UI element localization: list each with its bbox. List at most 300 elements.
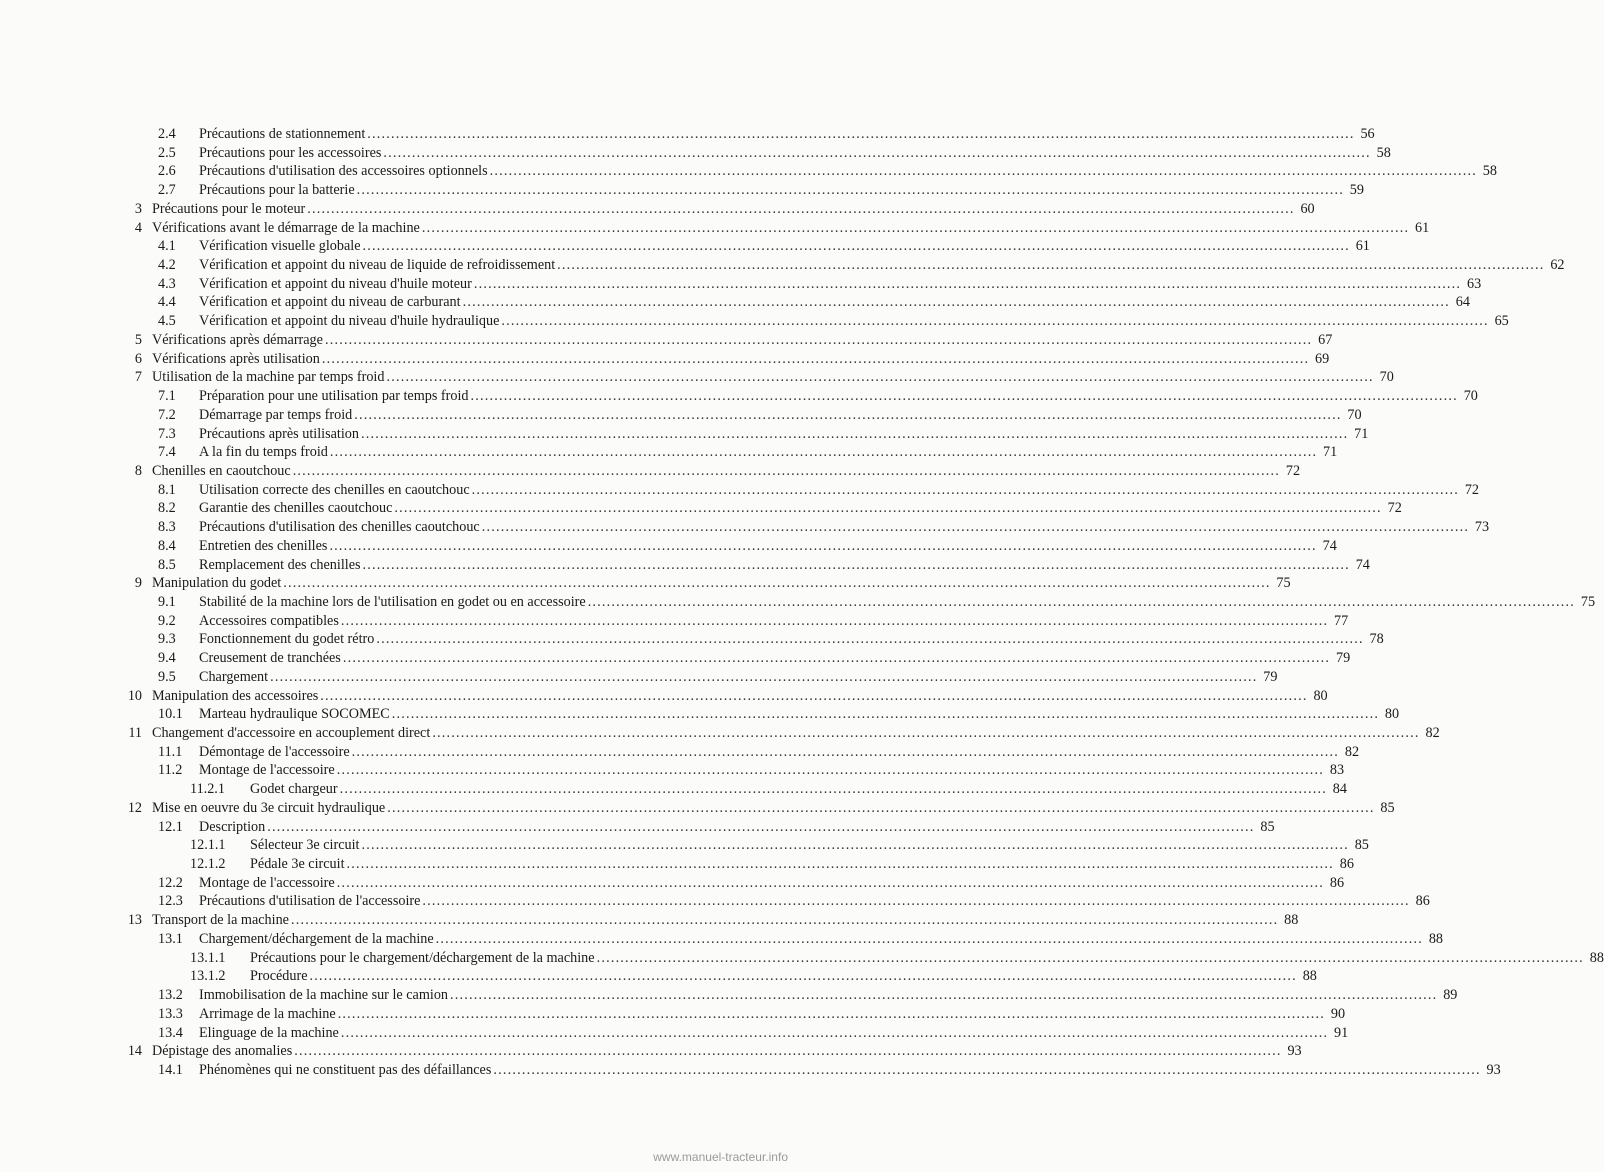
dot-leader [357, 181, 1344, 200]
dot-leader [383, 144, 1370, 163]
toc-entry-title: Immobilisation de la machine sur le camion [199, 987, 449, 1004]
toc-entry-title: Vérification et appoint du niveau de liquide de refroidissement [199, 257, 556, 274]
dot-leader [363, 237, 1350, 256]
toc-entry-line [199, 275, 1482, 294]
toc-entry[interactable] [122, 911, 1299, 930]
toc-entry[interactable] [122, 668, 1278, 687]
dot-leader [386, 368, 1373, 387]
toc-entry-line [199, 1061, 1501, 1080]
toc-entry-line [199, 181, 1364, 200]
toc-entry-line [250, 967, 1317, 986]
toc-entry-number: 2.4 [158, 126, 176, 142]
toc-entry-number: 9.4 [158, 650, 176, 667]
toc-entry-page: 86 [1329, 874, 1345, 891]
dot-leader [387, 799, 1374, 818]
dot-leader [557, 256, 1544, 275]
toc-entry-title: Vérification et appoint du niveau d'huile moteur [199, 275, 472, 292]
toc-entry[interactable] [122, 368, 1394, 387]
toc-entry-number: 9.5 [158, 668, 176, 685]
toc-entry-line [199, 125, 1375, 144]
toc-entry[interactable] [122, 518, 1490, 537]
toc-entry-page: 70 [1347, 406, 1362, 423]
toc-entry[interactable] [122, 556, 1370, 575]
toc-entry[interactable] [122, 537, 1337, 556]
dot-leader [330, 443, 1317, 462]
toc-entry-number: 7 [134, 369, 142, 386]
dot-leader [270, 668, 1257, 687]
toc-entry-page: 80 [1384, 706, 1400, 723]
toc-entry-line [199, 556, 1370, 575]
toc-entry[interactable] [122, 855, 1354, 874]
toc-entry-page: 62 [1550, 257, 1565, 274]
toc-entry-line [199, 986, 1458, 1005]
toc-entry-line [199, 293, 1470, 312]
toc-entry-title: Démarrage par temps froid [199, 406, 353, 423]
toc-entry-number: 12.1 [158, 818, 183, 835]
toc-entry-number: 8 [134, 462, 142, 479]
dot-leader [307, 200, 1294, 219]
toc-entry[interactable] [122, 612, 1349, 631]
dot-leader [363, 556, 1350, 575]
toc-entry-title: Préparation pour une utilisation par temps froid [199, 388, 469, 405]
toc-entry-title: Précautions pour les accessoires [199, 144, 382, 161]
toc-entry-line [199, 256, 1565, 275]
dot-leader [361, 425, 1348, 444]
toc-entry-number: 13.1 [158, 930, 183, 947]
toc-entry[interactable] [122, 780, 1347, 799]
toc-entry[interactable] [122, 836, 1369, 855]
toc-entry-page: 75 [1580, 593, 1596, 610]
toc-entry-line [152, 799, 1395, 818]
toc-entry-title: Vérifications avant le démarrage de la machine [152, 219, 420, 236]
toc-entry-line [199, 443, 1338, 462]
toc-entry[interactable] [122, 930, 1444, 949]
toc-entry-page: 88 [1428, 930, 1444, 947]
toc-entry-line [199, 499, 1402, 518]
toc-entry-title: A la fin du temps froid [199, 444, 328, 461]
toc-entry-title: Vérifications après utilisation [152, 350, 320, 367]
toc-entry-title: Chargement [199, 668, 269, 685]
toc-entry-title: Chenilles en caoutchouc [152, 462, 291, 479]
dot-leader [490, 162, 1477, 181]
toc-entry[interactable] [122, 967, 1317, 986]
toc-entry-line [152, 1042, 1302, 1061]
dot-leader [337, 761, 1324, 780]
toc-entry-number: 11.1 [158, 743, 183, 760]
toc-entry[interactable] [122, 574, 1291, 593]
toc-entry-page: 63 [1467, 275, 1482, 292]
toc-entry[interactable] [122, 949, 1604, 968]
toc-entry-line [199, 818, 1275, 837]
dot-leader [463, 293, 1450, 312]
toc-entry-number: 4.5 [158, 313, 176, 330]
toc-entry[interactable] [122, 331, 1333, 350]
toc-entry-title: Entretien des chenilles [199, 537, 328, 554]
toc-entry-number: 2.6 [158, 163, 176, 180]
toc-entry-title: Manipulation des accessoires [152, 687, 319, 704]
toc-entry-number: 4.2 [158, 257, 176, 274]
toc-entry-page: 77 [1334, 612, 1349, 629]
toc-entry-page: 70 [1379, 369, 1394, 386]
toc-entry-page: 93 [1287, 1043, 1302, 1060]
toc-entry-number: 8.4 [158, 537, 176, 554]
toc-entry-number: 4.4 [158, 294, 176, 311]
dot-leader [367, 125, 1354, 144]
toc-entry-line [152, 724, 1440, 743]
toc-entry-number: 8.3 [158, 519, 176, 536]
toc-entry-page: 56 [1360, 126, 1375, 142]
toc-entry-title: Pédale 3e circuit [250, 856, 345, 873]
toc-entry-number: 11.2.1 [190, 781, 225, 798]
dot-leader [337, 874, 1324, 893]
toc-entry-line [250, 855, 1354, 874]
toc-entry-title: Vérifications après démarrage [152, 331, 323, 348]
toc-entry-line [199, 1005, 1346, 1024]
dot-leader [376, 630, 1363, 649]
toc-entry-number: 4.3 [158, 275, 176, 292]
toc-entry[interactable] [122, 144, 1391, 163]
toc-entry[interactable] [122, 799, 1395, 818]
toc-entry-page: 80 [1313, 687, 1328, 704]
toc-entry-page: 85 [1260, 818, 1275, 835]
toc-entry-title: Précautions de stationnement [199, 126, 366, 142]
dot-leader [597, 949, 1584, 968]
toc-entry-number: 14 [127, 1043, 142, 1060]
toc-entry-title: Accessoires compatibles [199, 612, 339, 629]
toc-entry-line [199, 593, 1596, 612]
toc-entry-line [199, 630, 1384, 649]
toc-entry-number: 13.3 [158, 1005, 183, 1022]
toc-entry-number: 7.2 [158, 406, 176, 423]
toc-entry-title: Précautions pour le moteur [152, 200, 306, 217]
toc-entry-number: 9 [134, 575, 142, 592]
toc-entry[interactable] [122, 687, 1328, 706]
toc-entry[interactable] [122, 219, 1430, 238]
toc-entry-title: Arrimage de la machine [199, 1005, 336, 1022]
dot-leader [588, 593, 1575, 612]
toc-entry-number: 13.4 [158, 1024, 183, 1041]
dot-leader [362, 836, 1349, 855]
toc-entry-title: Fonctionnement du godet rétro [199, 631, 375, 648]
dot-leader [322, 350, 1309, 369]
toc-entry-page: 78 [1369, 631, 1384, 648]
toc-entry-line [199, 144, 1391, 163]
toc-entry-title: Description [199, 818, 266, 835]
toc-entry[interactable] [122, 986, 1458, 1005]
toc-entry-number: 7.3 [158, 425, 176, 442]
toc-entry-title: Marteau hydraulique SOCOMEC [199, 706, 390, 723]
toc-entry-title: Précautions pour le chargement/déchargement de la machine [250, 949, 595, 966]
toc-entry-line [152, 368, 1394, 387]
toc-entry-title: Procédure [250, 968, 308, 985]
toc-entry-page: 61 [1355, 238, 1370, 255]
dot-leader [352, 743, 1339, 762]
toc-entry-number: 12 [127, 799, 142, 816]
toc-entry-title: Précautions pour la batterie [199, 182, 355, 199]
toc-entry-title: Vérification et appoint du niveau d'huile hydraulique [199, 313, 500, 330]
toc-entry-page: 72 [1285, 462, 1301, 479]
toc-entry-number: 9.2 [158, 612, 176, 629]
toc-entry-page: 73 [1474, 519, 1490, 536]
toc-entry-line [152, 331, 1333, 350]
toc-entry[interactable] [122, 293, 1470, 312]
toc-entry[interactable] [122, 443, 1338, 462]
toc-entry-title: Précautions d'utilisation des accessoires optionnels [199, 163, 488, 180]
toc-entry[interactable] [122, 312, 1509, 331]
toc-entry-number: 9.1 [158, 593, 176, 610]
dot-leader [482, 518, 1469, 537]
toc-entry[interactable] [122, 275, 1482, 294]
toc-entry[interactable] [122, 649, 1351, 668]
toc-entry-page: 85 [1380, 799, 1395, 816]
toc-entry-number: 10.1 [158, 706, 183, 723]
toc-entry[interactable] [122, 1061, 1501, 1080]
toc-entry-title: Dépistage des anomalies [152, 1043, 293, 1060]
toc-entry-page: 89 [1443, 987, 1458, 1004]
dot-leader [341, 612, 1328, 631]
dot-leader [341, 1024, 1328, 1043]
toc-entry[interactable] [122, 874, 1345, 893]
toc-entry-number: 4 [134, 219, 142, 236]
toc-entry[interactable] [122, 1005, 1346, 1024]
toc-entry-line [199, 237, 1370, 256]
toc-entry[interactable] [122, 481, 1479, 500]
toc-entry-number: 2.5 [158, 144, 176, 161]
toc-entry-title: Précautions d'utilisation de l'accessoire [199, 893, 421, 910]
toc-entry-line [152, 462, 1301, 481]
toc-entry-page: 69 [1315, 350, 1330, 367]
dot-leader [291, 911, 1278, 930]
dot-leader [472, 481, 1459, 500]
toc-entry[interactable] [122, 462, 1301, 481]
toc-entry-number: 8.1 [158, 481, 176, 498]
toc-entry-title: Démontage de l'accessoire [199, 743, 350, 760]
toc-entry-title: Utilisation correcte des chenilles en caoutchouc [199, 481, 470, 498]
toc-entry-line [152, 350, 1330, 369]
toc-entry-line [199, 518, 1490, 537]
toc-entry-number: 11 [128, 725, 142, 741]
toc-entry-line [199, 387, 1478, 406]
toc-entry-number: 3 [134, 200, 142, 217]
toc-entry-page: 74 [1355, 556, 1370, 573]
toc-entry[interactable] [122, 892, 1430, 911]
toc-entry[interactable] [122, 387, 1478, 406]
toc-entry-page: 85 [1354, 837, 1369, 854]
toc-entry-line [199, 612, 1349, 631]
toc-entry-page: 61 [1415, 219, 1430, 236]
toc-entry[interactable] [122, 499, 1402, 518]
toc-entry-number: 8.2 [158, 500, 176, 517]
toc-entry-line [152, 911, 1299, 930]
toc-entry-line [199, 930, 1444, 949]
toc-entry-title: Précautions d'utilisation des chenilles caoutchouc [199, 519, 480, 536]
toc-entry[interactable] [122, 237, 1370, 256]
dot-leader [471, 387, 1458, 406]
toc-entry-title: Stabilité de la machine lors de l'utilisation en godet ou en accessoire [199, 593, 586, 610]
dot-leader [320, 687, 1307, 706]
toc-entry-title: Mise en oeuvre du 3e circuit hydraulique [152, 799, 386, 816]
toc-entry-page: 88 [1284, 912, 1299, 929]
toc-entry-page: 65 [1494, 313, 1509, 330]
dot-leader [432, 724, 1419, 743]
toc-entry-line [152, 687, 1328, 706]
dot-leader [347, 855, 1334, 874]
toc-entry-line [152, 200, 1315, 219]
dot-leader [394, 499, 1381, 518]
toc-entry-page: 72 [1387, 500, 1402, 517]
toc-entry-page: 86 [1339, 856, 1354, 873]
toc-entry[interactable] [122, 162, 1497, 181]
toc-entry-number: 13.1.2 [190, 968, 226, 985]
toc-entry-page: 83 [1329, 762, 1345, 779]
toc-entry-line [199, 1024, 1349, 1043]
toc-entry-number: 2.7 [158, 182, 176, 199]
dot-leader [422, 892, 1409, 911]
toc-entry-number: 10 [127, 687, 142, 704]
toc-entry-number: 5 [134, 331, 142, 348]
toc-entry-number: 12.1.2 [190, 856, 226, 873]
dot-leader [436, 930, 1423, 949]
dot-leader [338, 1005, 1325, 1024]
toc-entry-line [199, 874, 1345, 893]
toc-entry-title: Phénomènes qui ne constituent pas des défaillances [199, 1061, 492, 1078]
toc-entry-page: 90 [1330, 1005, 1346, 1022]
toc-entry-title: Remplacement des chenilles [199, 556, 361, 573]
toc-entry-line [199, 892, 1430, 911]
toc-entry[interactable] [122, 350, 1330, 369]
toc-entry-page: 74 [1322, 537, 1337, 554]
toc-entry-line [250, 949, 1604, 968]
dot-leader [294, 1042, 1281, 1061]
toc-entry-title: Sélecteur 3e circuit [250, 837, 360, 854]
toc-entry-page: 91 [1334, 1024, 1349, 1041]
dot-leader [325, 331, 1312, 350]
toc-entry-line [152, 574, 1291, 593]
toc-entry-title: Précautions après utilisation [199, 425, 359, 442]
toc-entry-page: 58 [1482, 163, 1497, 180]
toc-entry-line [199, 649, 1351, 668]
toc-entry-number: 13.1.1 [190, 949, 226, 966]
toc-entry-line [199, 312, 1509, 331]
toc-entry-number: 6 [134, 350, 142, 367]
toc-entry-title: Elinguage de la machine [199, 1024, 339, 1041]
dot-leader [329, 537, 1316, 556]
toc-entry-number: 14.1 [158, 1061, 183, 1078]
toc-entry-page: 88 [1302, 968, 1317, 985]
dot-leader [501, 312, 1488, 331]
toc-entry[interactable] [122, 724, 1440, 743]
toc-entry-line [199, 406, 1362, 425]
toc-entry[interactable] [122, 125, 1375, 144]
toc-entry-number: 13.2 [158, 987, 183, 1004]
dot-leader [283, 574, 1270, 593]
toc-entry[interactable] [122, 593, 1596, 612]
dot-leader [354, 406, 1341, 425]
toc-entry-page: 82 [1425, 725, 1440, 741]
toc-entry-number: 9.3 [158, 631, 176, 648]
toc-entry-title: Changement d'accessoire en accouplement direct [152, 725, 431, 741]
toc-entry-page: 71 [1354, 425, 1369, 442]
toc-entry[interactable] [122, 630, 1384, 649]
dot-leader [267, 818, 1254, 837]
toc-entry-page: 86 [1415, 893, 1430, 910]
toc-entry-page: 64 [1455, 294, 1470, 311]
toc-entry[interactable] [122, 743, 1360, 762]
dot-leader [474, 275, 1461, 294]
dot-leader [293, 462, 1280, 481]
dot-leader [310, 967, 1297, 986]
toc-entry-line [250, 836, 1369, 855]
toc-entry-number: 7.1 [158, 388, 176, 405]
toc-entry-title: Chargement/déchargement de la machine [199, 930, 434, 947]
toc-entry[interactable] [122, 1042, 1302, 1061]
toc-entry[interactable] [122, 200, 1315, 219]
toc-entry[interactable] [122, 1024, 1349, 1043]
table-of-contents [122, 125, 1604, 1080]
dot-leader [422, 219, 1409, 238]
toc-entry-page: 59 [1349, 182, 1364, 199]
toc-entry-line [199, 668, 1278, 687]
toc-entry-title: Vérification et appoint du niveau de carburant [199, 294, 461, 311]
dot-leader [450, 986, 1437, 1005]
toc-entry-number: 12.1.1 [190, 837, 226, 854]
toc-entry-page: 93 [1486, 1061, 1501, 1078]
toc-entry-number: 4.1 [158, 238, 176, 255]
toc-entry-page: 60 [1300, 200, 1315, 217]
toc-entry-line [199, 761, 1345, 780]
toc-entry-number: 11.2 [158, 762, 183, 779]
dot-leader [493, 1061, 1480, 1080]
toc-entry-number: 12.3 [158, 893, 183, 910]
toc-entry-title: Manipulation du godet [152, 575, 282, 592]
dot-leader [343, 649, 1330, 668]
toc-entry-page: 67 [1318, 331, 1333, 348]
toc-entry-line [199, 425, 1369, 444]
toc-entry-page: 75 [1276, 575, 1291, 592]
toc-entry[interactable] [122, 256, 1565, 275]
toc-entry-page: 70 [1463, 388, 1478, 405]
toc-entry[interactable] [122, 181, 1364, 200]
toc-entry-number: 12.2 [158, 874, 183, 891]
toc-entry-title: Vérification visuelle globale [199, 238, 361, 255]
toc-entry-number: 7.4 [158, 444, 176, 461]
dot-leader [340, 780, 1327, 799]
toc-entry-title: Montage de l'accessoire [199, 762, 335, 779]
toc-entry-page: 72 [1464, 481, 1479, 498]
toc-entry-line [199, 481, 1479, 500]
toc-entry-title: Creusement de tranchées [199, 650, 341, 667]
watermark: www.manuel-tracteur.info [653, 1150, 788, 1164]
toc-entry[interactable] [122, 818, 1275, 837]
toc-entry-page: 88 [1589, 949, 1604, 966]
toc-entry-title: Garantie des chenilles caoutchouc [199, 500, 393, 517]
toc-entry-line [250, 780, 1347, 799]
toc-entry-page: 79 [1336, 650, 1351, 667]
toc-entry[interactable] [122, 425, 1369, 444]
toc-entry-page: 79 [1263, 668, 1278, 685]
toc-entry-line [199, 743, 1360, 762]
toc-entry[interactable] [122, 406, 1362, 425]
toc-entry-page: 82 [1344, 743, 1360, 760]
toc-entry-title: Utilisation de la machine par temps froid [152, 369, 385, 386]
toc-entry-line [199, 537, 1337, 556]
toc-entry[interactable] [122, 761, 1345, 780]
toc-entry-number: 8.5 [158, 556, 176, 573]
toc-entry[interactable] [122, 705, 1400, 724]
toc-entry-line [199, 162, 1497, 181]
toc-entry-line [152, 219, 1430, 238]
toc-entry-title: Godet chargeur [250, 781, 338, 798]
